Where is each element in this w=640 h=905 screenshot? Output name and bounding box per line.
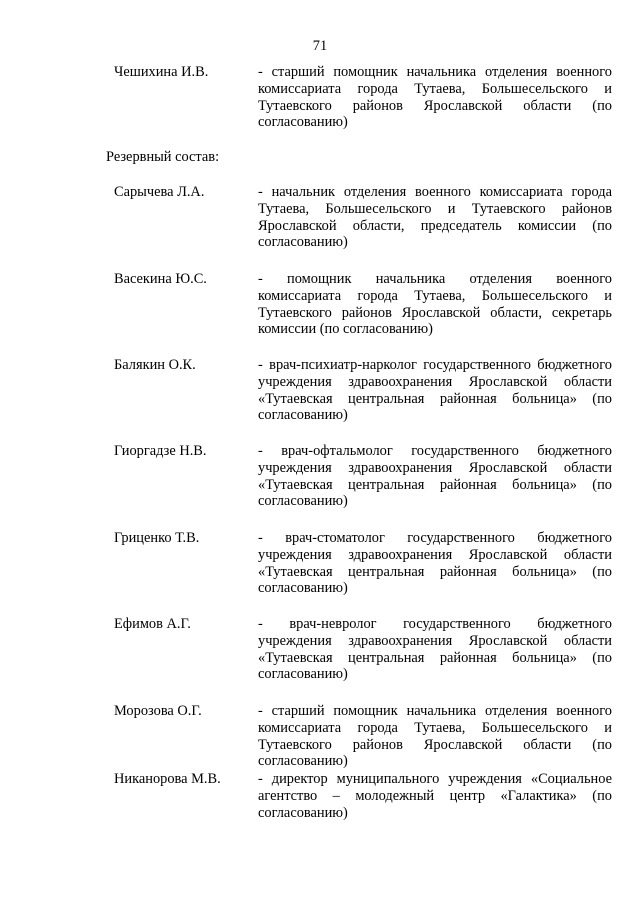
member-position: - врач-стоматолог государственного бюджетного учреждения здравоохранения Ярославской области «Тутаевская центральная районная больница» (по согласованию): [258, 530, 612, 597]
member-position: - врач-невролог государственного бюджетного учреждения здравоохранения Ярославской области «Тутаевская центральная районная больница» (по согласованию): [258, 616, 612, 683]
section-heading: Резервный состав:: [106, 149, 220, 165]
member-position: - врач-офтальмолог государственного бюджетного учреждения здравоохранения Ярославской области «Тутаевская центральная районная больница» (по согласованию): [258, 443, 612, 510]
member-position: - директор муниципального учреждения «Социальное агентство – молодежный центр «Галактика» (по согласованию): [258, 771, 612, 821]
member-name: Никанорова М.В.: [114, 771, 221, 787]
member-name: Морозова О.Г.: [114, 703, 202, 719]
page-number: 71: [312, 38, 328, 54]
member-position: - помощник начальника отделения военного комиссариата города Тутаева, Большесельского и Тутаевского районов Ярославской области, секретарь комиссии (по согласованию): [258, 271, 612, 338]
member-name: Сарычева Л.А.: [114, 184, 205, 200]
member-position: - врач-психиатр-нарколог государственного бюджетного учреждения здравоохранения Ярославской области «Тутаевская центральная районная больница» (по согласованию): [258, 357, 612, 424]
member-name: Ефимов А.Г.: [114, 616, 191, 632]
member-name: Васекина Ю.С.: [114, 271, 207, 287]
member-name: Балякин О.К.: [114, 357, 196, 373]
member-name: Чешихина И.В.: [114, 64, 209, 80]
member-position: - старший помощник начальника отделения военного комиссариата города Тутаева, Большесельского и Тутаевского районов Ярославской области (по согласованию): [258, 703, 612, 770]
member-name: Гриценко Т.В.: [114, 530, 200, 546]
member-position: - старший помощник начальника отделения военного комиссариата города Тутаева, Большесельского и Тутаевского районов Ярославской области (по согласованию): [258, 64, 612, 131]
member-name: Гиоргадзе Н.В.: [114, 443, 207, 459]
member-position: - начальник отделения военного комиссариата города Тутаева, Большесельского и Тутаевского районов Ярославской области, председатель комиссии (по согласованию): [258, 184, 612, 251]
